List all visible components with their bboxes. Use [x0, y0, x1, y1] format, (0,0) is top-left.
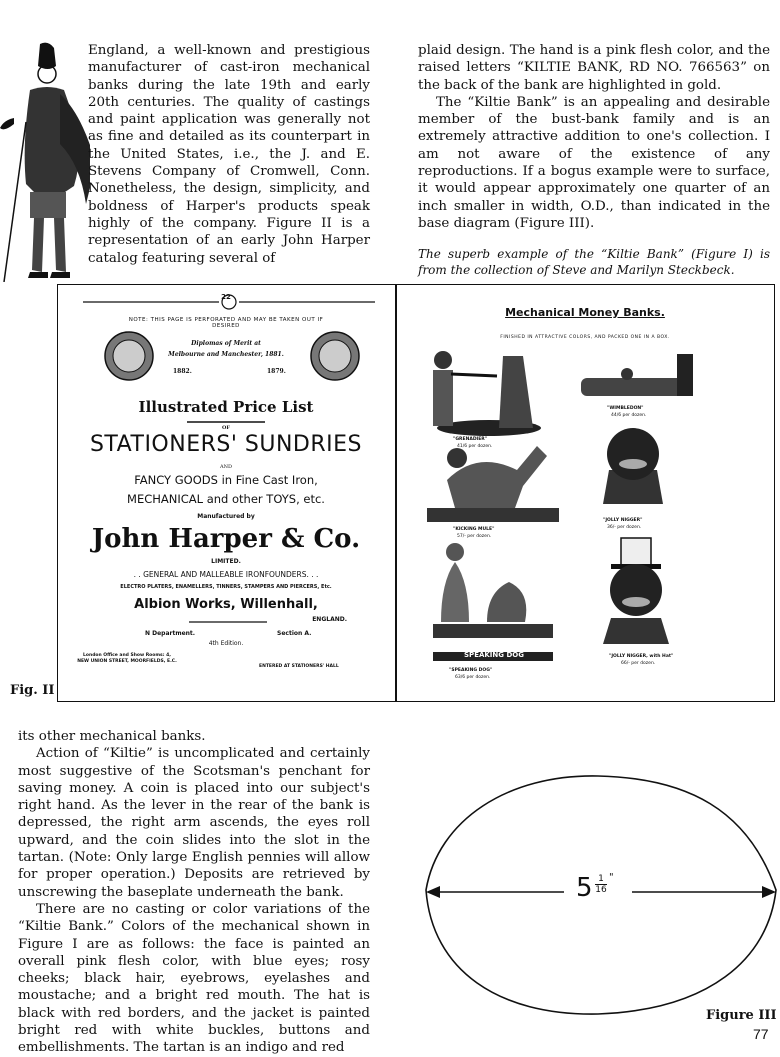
measure-whole: 5	[576, 873, 593, 903]
article-paragraph: Action of “Kiltie” is uncomplicated and certainly most suggestive of the Scotsman's penchant for saving money. A coin is placed into our subject's right hand. As the lever in the rear of the bank is depressed, the right arm ascends, the eyes roll upward, and the coin slides into the slot in the tartan. (Note: Only large English pennies will allow for proper operation.) Deposits are retrieved by unscrewing the baseplate underneath the bank.	[18, 746, 370, 900]
catalog-year-right: 1879.	[267, 368, 286, 375]
article-paragraph: plaid design. The hand is a pink flesh color, and the raised letters “KILTIE BANK, RD NO. 766563” on the back of the bank are highlighted in gold.	[418, 43, 770, 93]
bank-item-label: "KICKING MULE"	[453, 527, 495, 532]
arrow-left	[426, 886, 440, 898]
bank-illustrations	[397, 284, 773, 702]
catalog-london-office: London Office and Show Rooms: 4, NEW UNION STREET, MOORFIELDS, E.C.	[77, 653, 177, 664]
figure-three-label: Figure III	[706, 1008, 777, 1023]
figure-two-label: Fig. II	[10, 683, 55, 698]
article-paragraph: There are no casting or color variations of the “Kiltie Bank.” Colors of the mechanical shown in Figure I are as follows: the face is painted an overall pink flesh color, with blue eyes; rosy cheeks; black hair, eyebrows, eyelashes and moustache; and a bright red mouth. The hat is black with red borders, and the jacket is painted bright red with white buckles, buttons and embellishments. The tartan is an indigo and red	[18, 901, 370, 1056]
catalog-note: NOTE: THIS PAGE IS PERFORATED AND MAY BE TAKEN OUT IF DESIRED	[128, 317, 324, 329]
scotsman-illustration	[0, 42, 90, 282]
arrow-right	[762, 886, 776, 898]
measure-denominator: 16	[595, 885, 607, 895]
catalog-entered: ENTERED AT STATIONERS' HALL	[259, 664, 339, 669]
banks-title: Mechanical Money Banks.	[505, 306, 665, 319]
article-column-top-right	[418, 42, 770, 278]
bank-item-price: 36/- per dozen.	[607, 525, 642, 530]
measure-unit: "	[609, 872, 614, 883]
grenadier-bank-illustration	[433, 351, 541, 436]
kicking-mule-bank-illustration	[427, 446, 559, 522]
catalog-manufactured-by: Manufactured by	[197, 513, 255, 520]
catalog-company: John Harper & Co.	[91, 524, 361, 554]
bank-item-price: 57/- per dozen.	[457, 534, 492, 539]
jolly-nigger-bank-illustration	[603, 428, 663, 504]
catalog-section: Section A.	[277, 630, 312, 637]
banks-subtitle: FINISHED IN ATTRACTIVE COLORS, AND PACKED ONE IN A BOX.	[500, 335, 670, 340]
catalog-diplomas: Diplomas of Merit at	[191, 340, 261, 347]
article-column-bottom-left	[18, 728, 370, 1057]
catalog-cities: Melbourne and Manchester, 1881.	[168, 351, 284, 358]
jolly-nigger-with-hat-bank-illustration	[603, 538, 669, 644]
catalog-page	[57, 284, 395, 702]
article-paragraph: its other mechanical banks.	[18, 729, 206, 744]
article-column-top-left	[88, 42, 370, 267]
speaking-dog-bank-illustration	[433, 543, 553, 638]
catalog-and: AND	[220, 464, 232, 470]
catalog-fancy-goods: FANCY GOODS in Fine Cast Iron,	[134, 473, 318, 487]
bank-item-label: "SPEAKING DOG"	[449, 668, 493, 673]
bank-item-label: "JOLLY NIGGER, with Hat"	[609, 654, 674, 659]
catalog-england: ENGLAND.	[312, 616, 347, 623]
bank-item-price: 41/6 per dozen.	[457, 444, 493, 449]
base-diagram	[418, 770, 780, 1020]
catalog-mechanical: MECHANICAL and other TOYS, etc.	[127, 492, 325, 506]
bank-item-label: "WIMBLEDON"	[607, 406, 644, 411]
bank-item-label: "JOLLY NIGGER"	[603, 518, 643, 523]
measure-fraction	[595, 874, 607, 895]
article-paragraph: The “Kiltie Bank” is an appealing and desirable member of the bust-bank family and is an extremely attractive addition to one's collection. I am not aware of the existence of any reproductions. If a bogus example were to surface, it would appear approximately one quarter of an inch smaller in width, O.D., than indicated in the base diagram (Figure III).	[418, 94, 770, 231]
wimbledon-bank-illustration	[581, 354, 693, 396]
catalog-edition: 4th Edition.	[208, 640, 244, 647]
catalog-limited: LIMITED.	[211, 558, 241, 565]
catalog-page-number: 22	[221, 293, 231, 301]
measure-numerator: 1	[595, 874, 607, 885]
catalog-founders: . . GENERAL AND MALLEABLE IRONFOUNDERS. . .	[133, 570, 319, 579]
bank-item-price: 66/- per dozen.	[621, 661, 656, 666]
page-number: 77	[753, 1026, 769, 1042]
catalog-department: N Department.	[145, 630, 196, 637]
speaking-dog-sign-text: SPEAKING DOG	[464, 651, 524, 659]
catalog-title: Illustrated Price List	[138, 398, 314, 416]
catalog-stationers: STATIONERS' SUNDRIES	[89, 432, 363, 457]
catalog-works: Albion Works, Willenhall,	[134, 597, 318, 612]
catalog-platers: ELECTRO PLATERS, ENAMELLERS, TINNERS, STAMPERS AND PIERCERS, Etc.	[120, 584, 332, 590]
article-paragraph: England, a well-known and prestigious manufacturer of cast-iron mechanical banks during the late 19th and early 20th centuries. The quality of castings and paint application was generally not as fine and detailed as its counterpart in the United States, i.e., the J. and E. Stevens Company of Cromwell, Conn. Nonetheless, the design, simplicity, and boldness of Harper's products speak highly of the company. Figure II is a representation of an early John Harper catalog featuring several of	[88, 43, 370, 266]
bank-item-price: 63/6 per dozen.	[455, 675, 491, 680]
bank-item-label: "GRENADIER"	[453, 437, 488, 442]
catalog-year-left: 1882.	[173, 368, 192, 375]
catalog-of: OF	[222, 425, 230, 431]
banks-page	[397, 284, 773, 702]
bank-item-price: 44/6 per dozen.	[611, 413, 647, 418]
figure-caption: The superb example of the “Kiltie Bank” (Figure I) is from the collection of Steve and Marilyn Steckbeck.	[418, 247, 770, 278]
